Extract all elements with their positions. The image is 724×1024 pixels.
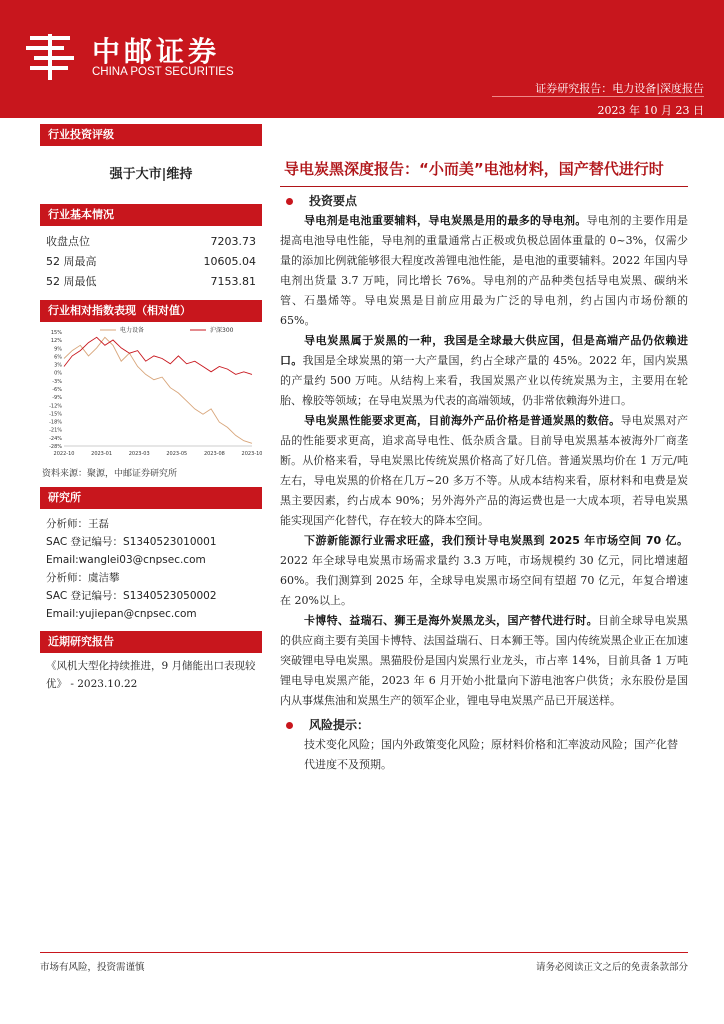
footer-left: 市场有风险，投资需谨慎 [40, 962, 145, 973]
y-tick-label: -12% [49, 403, 62, 410]
report-date: 2023 年 10 月 23 日 [597, 104, 704, 117]
brand-name-en: CHINA POST SECURITIES [92, 66, 234, 78]
series-line-0 [64, 337, 252, 443]
y-tick-label: 3% [54, 362, 62, 369]
analyst-line: 分析师：虞洁攀 [46, 572, 120, 584]
main-content [280, 124, 688, 775]
analyst-line: 分析师：王磊 [46, 518, 109, 530]
header-divider [492, 96, 704, 97]
y-tick-label: -9% [52, 395, 62, 402]
y-tick-label: 15% [50, 330, 62, 336]
y-tick-label: -3% [52, 378, 62, 385]
y-tick-label: 9% [54, 346, 62, 353]
footer-right: 请务必阅读正文之后的免责条款部分 [535, 962, 688, 973]
performance-title: 行业相对指数表现（相对值） [40, 300, 262, 322]
basics-row: 收盘点位 7203.73 [46, 235, 256, 248]
y-tick-label: -6% [52, 387, 62, 393]
y-tick-label: 12% [50, 338, 62, 345]
analyst-line: SAC 登记编号：S1340523010001 [46, 536, 217, 548]
basics-row: 52 周最低 7153.81 [46, 275, 256, 288]
report-title: 导电炭黑深度报告：“小而美”电池材料，国产替代进行时 [284, 160, 664, 178]
industry-rating: 强于大市|维持 [109, 167, 193, 182]
analyst-line: SAC 登记编号：S1340523050002 [46, 590, 217, 602]
risk-head: 风险提示： [280, 715, 688, 735]
legend-label: 沪深300 [210, 327, 234, 334]
basics-title: 行业基本情况 [40, 204, 262, 226]
y-tick-label: -28% [49, 444, 62, 450]
x-tick-label: 2023-03 [128, 451, 150, 457]
y-tick-label: -15% [49, 411, 62, 418]
left-sidebar [40, 124, 262, 697]
y-tick-label: 6% [54, 354, 62, 361]
paragraph: 导电剂是电池重要辅料，导电炭黑是用的最多的导电剂。导电剂的主要作用是提高电池导电性能，导电剂的重量通常占正极或负极总固体重量的 0~3%，仅需少量的添加比例就能够很大程度改善锂电池性能，是电池的重要辅料。2022 年国内导电剂出货量 3.7 万吨，同比增长 76%。导电剂的产品种类包括导电炭黑、碳纳米管、石墨烯等。导电炭黑是目前应用最为广泛的导电剂，约占国内市场份额的 65%。 [280, 214, 689, 327]
series-line-1 [64, 337, 252, 374]
paragraph: 下游新能源行业需求旺盛，我们预计导电炭黑到 2025 年市场空间 70 亿。2022 年全球导电炭黑市场需求量约 3.3 万吨，市场规模约 30 亿元，同比增速超 60%。我们测算到 2025 年，全球导电炭黑市场空间有望超 70 亿元，年复合增速在 20%以上。 [280, 534, 688, 607]
rating-title: 行业投资评级 [40, 124, 262, 146]
chart-source: 资料来源：聚源，中邮证券研究所 [42, 469, 178, 479]
footer [40, 952, 688, 973]
header-banner [0, 0, 724, 118]
line-chart [40, 322, 262, 460]
analyst-email[interactable]: Email:yujiepan@cnpsec.com [46, 608, 197, 620]
x-tick-label: 2023-08 [203, 451, 225, 457]
x-tick-label: 2023-10 [241, 451, 262, 457]
y-tick-label: 0% [54, 370, 62, 377]
paragraph: 导电炭黑性能要求更高，目前海外产品价格是普通炭黑的数倍。导电炭黑对产品的性能要求更高，追求高导电性、低杂质含量。目前导电炭黑基本被海外厂商垄断。从价格来看，导电炭黑比传统炭黑价格高了好几倍。普通炭黑均价在 1 万元/吨左右，导电炭黑的价格在几万~20 多万不等。从成本结构来看，原材料和电费是炭黑主要因素，约占成本 90%；另外海外产品的海运费也是一大成本项，若导电炭黑能实现国产化替代，存在较大的降本空间。 [280, 414, 688, 527]
recent-report-link[interactable]: 《风机大型化持续推进，9 月储能出口表现较优》 - 2023.10.22 [46, 660, 256, 690]
x-tick-label: 2023-05 [166, 451, 188, 457]
x-tick-label: 2023-01 [91, 451, 113, 457]
y-tick-label: -24% [49, 435, 62, 442]
y-tick-label: -18% [49, 419, 62, 426]
invest-head: 投资要点 [280, 191, 688, 211]
bullet-icon [286, 198, 293, 205]
basics-row: 52 周最高 10605.04 [46, 255, 256, 268]
legend-label: 电力设备 [120, 327, 145, 334]
x-tick-label: 2022-10 [53, 451, 75, 457]
risk-text: 技术变化风险；国内外政策变化风险；原材料价格和汇率波动风险；国产化替代进度不及预期。 [304, 738, 678, 771]
paragraph: 导电炭黑属于炭黑的一种，我国是全球最大供应国，但是高端产品仍依赖进口。我国是全球炭黑的第一大产量国，约占全球产量的 45%。2022 年，国内炭黑的产量约 500 万吨。从结构上来看，我国炭黑产业以传统炭黑为主，主要用在轮胎、橡胶等领域；在导电炭黑为代表的高端领域，仍非常依赖海外进口。 [280, 334, 689, 407]
paragraph: 卡博特、益瑞石、狮王是海外炭黑龙头，国产替代进行时。目前全球导电炭黑的供应商主要有美国卡博特、法国益瑞石、日本狮王等。国内传统炭黑企业正在加速突破锂电导电炭黑。黑猫股份是国内炭黑行业龙头，市占率 14%，目前具备 1 万吨锂电导电炭黑产能，2023 年 6 月开始小批量向下游电池客户供货；永东股份是国内从事煤焦油和炭黑生产的领军企业，锂电导电炭黑产品已开展送样。 [280, 614, 689, 707]
relative-index-chart [40, 322, 262, 460]
report-type: 证券研究报告：电力设备|深度报告 [535, 82, 704, 95]
china-post-logo-icon [24, 30, 76, 82]
y-tick-label: -21% [49, 427, 62, 434]
title-rule [280, 186, 688, 187]
brand-name-cn: 中邮证券 [92, 35, 221, 68]
analyst-email[interactable]: Email:wanglei03@cnpsec.com [46, 554, 206, 566]
research-title: 研究所 [40, 487, 262, 509]
bullet-icon [286, 722, 293, 729]
recent-title: 近期研究报告 [40, 631, 262, 653]
